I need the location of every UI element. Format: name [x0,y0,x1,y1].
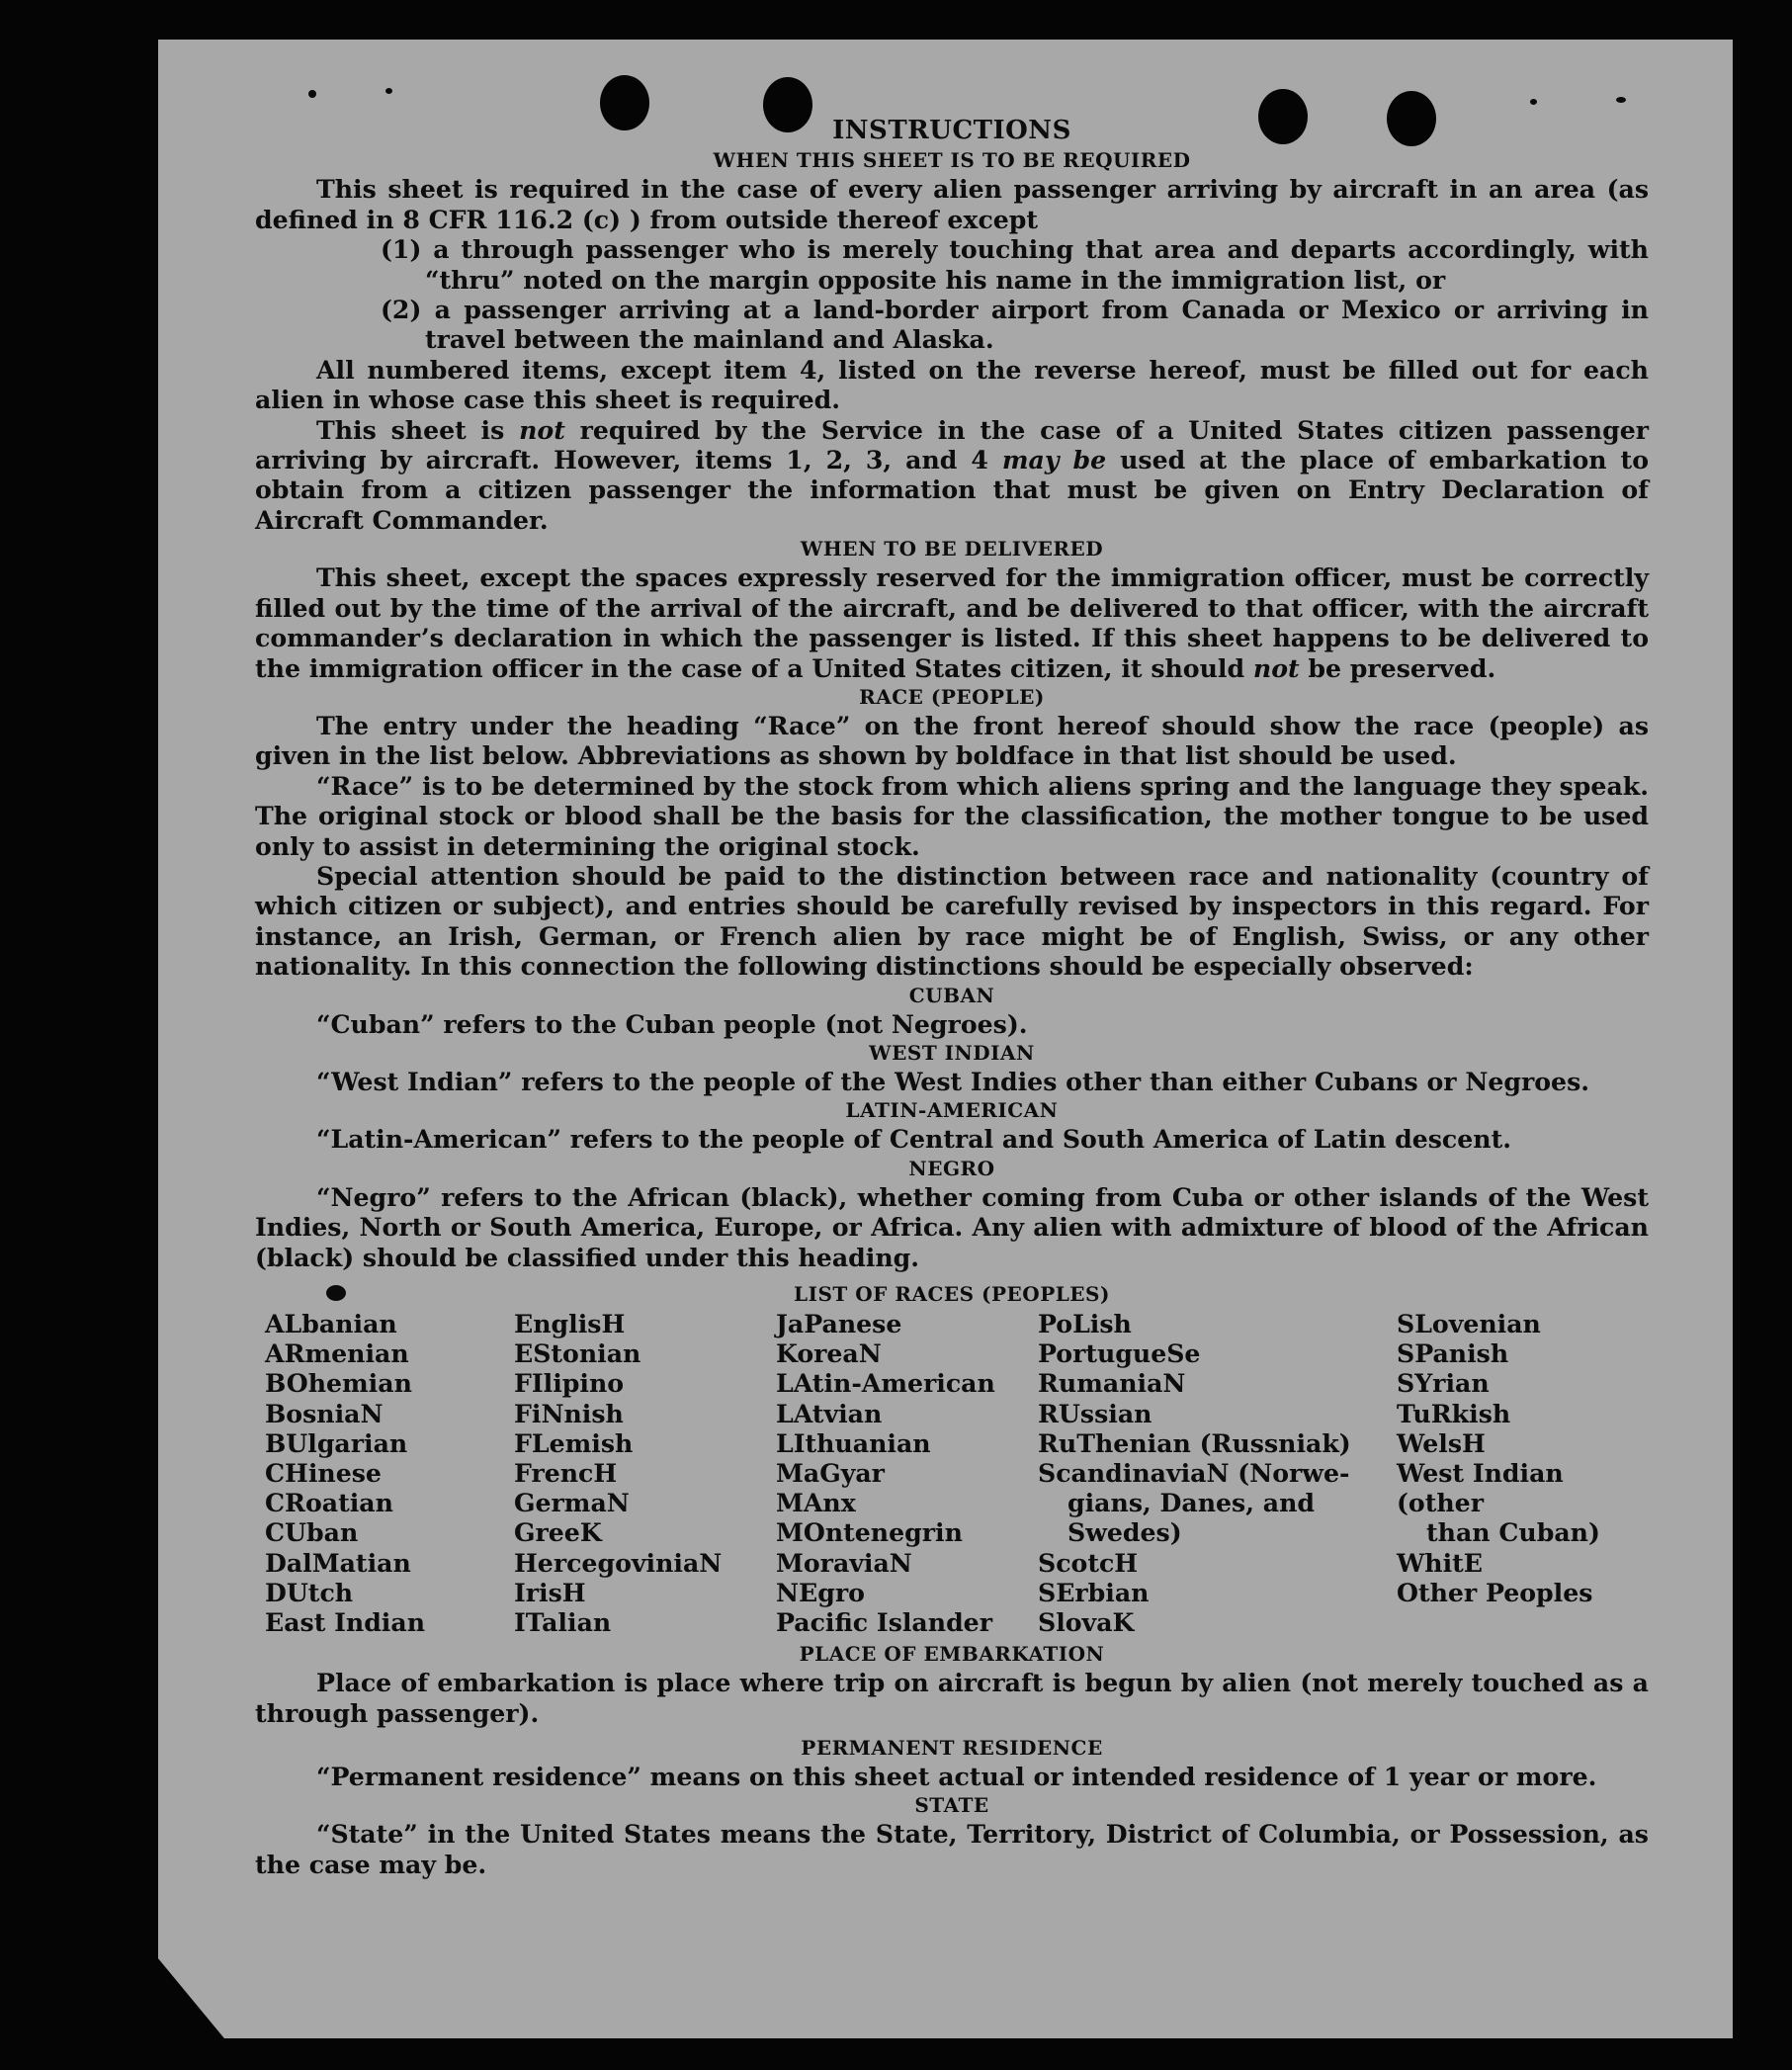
races-column-2 [514,1309,776,1637]
embarkation-definition: Place of embarkation is place where trip on aircraft is begun by alien (not merely touched as a through passenger). [255,1668,1649,1728]
section-heading-west-indian: WEST INDIAN [869,1040,1035,1065]
race-item: PoLish [1038,1309,1132,1338]
race-item: FLemish [514,1427,634,1458]
race-item: FiNnish [514,1398,624,1428]
race-item: BosniaN [265,1398,384,1428]
race-item-continuation: gians, Danes, and [1067,1488,1315,1518]
section-heading-negro: NEGRO [908,1156,995,1180]
races-column-4 [1038,1309,1397,1637]
races-list [265,1309,1649,1637]
ink-speck [1530,99,1537,105]
west-indian-definition: “West Indian” refers to the people of the West Indies other than either Cubans or Negroes. [316,1066,1590,1096]
race-item: GreeK [514,1517,602,1548]
race-item: West Indian (other [1397,1458,1564,1518]
race-item: MaGyar [776,1458,885,1489]
races-column-5 [1397,1309,1659,1637]
race-item: EnglisH [514,1309,626,1338]
race-item: CRoatian [265,1488,393,1518]
section-heading-races-list: LIST OF RACES (PEOPLES) [794,1282,1110,1306]
race-item: BUlgarian [265,1427,408,1458]
race-item: ALbanian [265,1309,397,1338]
race-paragraph-3: Special attention should be paid to the distinction between race and nationality (country of which citizen or subject), and entries should be carefully revised by inspectors in this regard. For instance, an Irish, German, or French alien by race might be of English, Swiss, or any other nationality. In this connection the following distinctions should be especially observed: [255,860,1649,982]
race-item: RuThenian (Russniak) [1038,1427,1351,1458]
exception-item-2: (2) a passenger arriving at a land-border airport from Canada or Mexico or arriving in travel between the mainland and Alaska. [381,295,1649,355]
race-item: NEgro [776,1577,865,1607]
section-heading-state: STATE [914,1793,989,1818]
race-item: JaPanese [776,1309,902,1338]
race-item: EStonian [514,1338,641,1369]
section-heading-embarkation: PLACE OF EMBARKATION [799,1642,1105,1667]
race-item: RumaniaN [1038,1368,1186,1399]
race-item: ScotcH [1038,1547,1139,1578]
instructions-content [255,116,1649,1879]
race-item: PortugueSe [1038,1338,1201,1369]
race-item: Pacific Islander [776,1607,992,1638]
race-item-continuation: than Cuban) [1426,1517,1600,1548]
race-item: SPanish [1397,1338,1509,1369]
race-item: RUssian [1038,1398,1152,1428]
race-item: MOntenegrin [776,1517,963,1548]
races-column-3 [776,1309,1038,1637]
race-item: DalMatian [265,1547,411,1578]
race-item: FIlipino [514,1368,625,1399]
residence-definition: “Permanent residence” means on this sheet actual or intended residence of 1 year or more. [316,1762,1597,1792]
race-item: East Indian [265,1607,426,1638]
citizen-paragraph: This sheet is not required by the Service in the case of a United States citizen passenger arriving by aircraft. However, items 1, 2, 3, and 4 may be used at the place of embarkation to obtain from a citizen passenger the information that must be given on Entry Declaration of Aircraft Commander. [255,414,1649,535]
race-item: GermaN [514,1488,630,1518]
race-item: BOhemian [265,1368,412,1399]
race-item: SErbian [1038,1577,1150,1607]
section-heading-cuban: CUBAN [908,983,995,1007]
state-definition: “State” in the United States means the State, Territory, District of Columbia, or Possession, as the case may be. [255,1819,1649,1879]
delivered-paragraph: This sheet, except the spaces expressly reserved for the immigration officer, must be correctly filled out by the time of the arrival of the aircraft, and be delivered to that officer, with the aircraft commander’s declaration in which the passenger is listed. If this sheet happens to be delivered to the immigration officer in the case of a United States citizen, it should not be preserved. [255,562,1649,683]
race-item: Other Peoples [1397,1577,1593,1607]
section-heading-latin-american: LATIN-AMERICAN [845,1098,1059,1123]
section-heading-required: WHEN THIS SHEET IS TO BE REQUIRED [713,148,1191,173]
race-item: ARmenian [265,1338,409,1369]
section-heading-race: RACE (PEOPLE) [859,684,1045,709]
race-item-continuation: Swedes) [1067,1517,1182,1548]
race-item: LAtin-American [776,1368,995,1399]
race-item: DUtch [265,1577,354,1607]
race-item: SlovaK [1038,1607,1135,1638]
race-item: SYrian [1397,1368,1490,1399]
race-item: WhitE [1397,1547,1484,1578]
race-paragraph-1: The entry under the heading “Race” on the front hereof should show the race (people) as given in the list below. Abbreviations as shown by boldface in that list should be used. [255,710,1649,771]
race-item: KoreaN [776,1338,882,1369]
race-item: SLovenian [1397,1309,1541,1338]
numbered-items-paragraph: All numbered items, except item 4, listed on the reverse hereof, must be filled out for each alien in whose case this sheet is required. [255,354,1649,415]
race-item: MoraviaN [776,1547,912,1578]
race-paragraph-2: “Race” is to be determined by the stock from which aliens spring and the language they speak. The original stock or blood shall be the basis for the classification, the mother tongue to be used only to assist in determining the original stock. [255,770,1649,861]
section-heading-delivered: WHEN TO BE DELIVERED [800,537,1104,561]
race-item: MAnx [776,1488,856,1518]
exception-item-1: (1) a through passenger who is merely touching that area and departs accordingly, with “thru” noted on the margin opposite his name in the immigration list, or [381,234,1649,295]
race-item: ITalian [514,1607,612,1638]
race-item: WelsH [1397,1427,1486,1458]
race-item: TuRkish [1397,1398,1511,1428]
race-item: LAtvian [776,1398,883,1428]
race-item: HercegoviniaN [514,1547,723,1578]
race-item: LIthuanian [776,1427,931,1458]
ink-speck [308,90,316,98]
ink-speck [1616,97,1626,103]
race-item: IrisH [514,1577,586,1607]
latin-american-definition: “Latin-American” refers to the people of Central and South America of Latin descent. [316,1124,1511,1155]
race-item: FrencH [514,1458,618,1489]
races-column-1 [265,1309,514,1637]
race-item: ScandinaviaN (Norwe- [1038,1458,1350,1489]
section-heading-residence: PERMANENT RESIDENCE [801,1736,1103,1761]
race-item: CHinese [265,1458,382,1489]
race-item: CUban [265,1517,359,1548]
negro-definition: “Negro” refers to the African (black), whether coming from Cuba or other islands of the West Indies, North or South America, Europe, or Africa. Any alien with admixture of blood of the African (black) should be classified under this heading. [255,1181,1649,1272]
page-title: INSTRUCTIONS [832,116,1071,145]
required-paragraph: This sheet is required in the case of every alien passenger arriving by aircraft in an area (as defined in 8 CFR 116.2 (c) ) from outside thereof except [255,174,1649,234]
cuban-definition: “Cuban” refers to the Cuban people (not Negroes). [316,1008,1028,1039]
ink-speck [385,88,392,94]
